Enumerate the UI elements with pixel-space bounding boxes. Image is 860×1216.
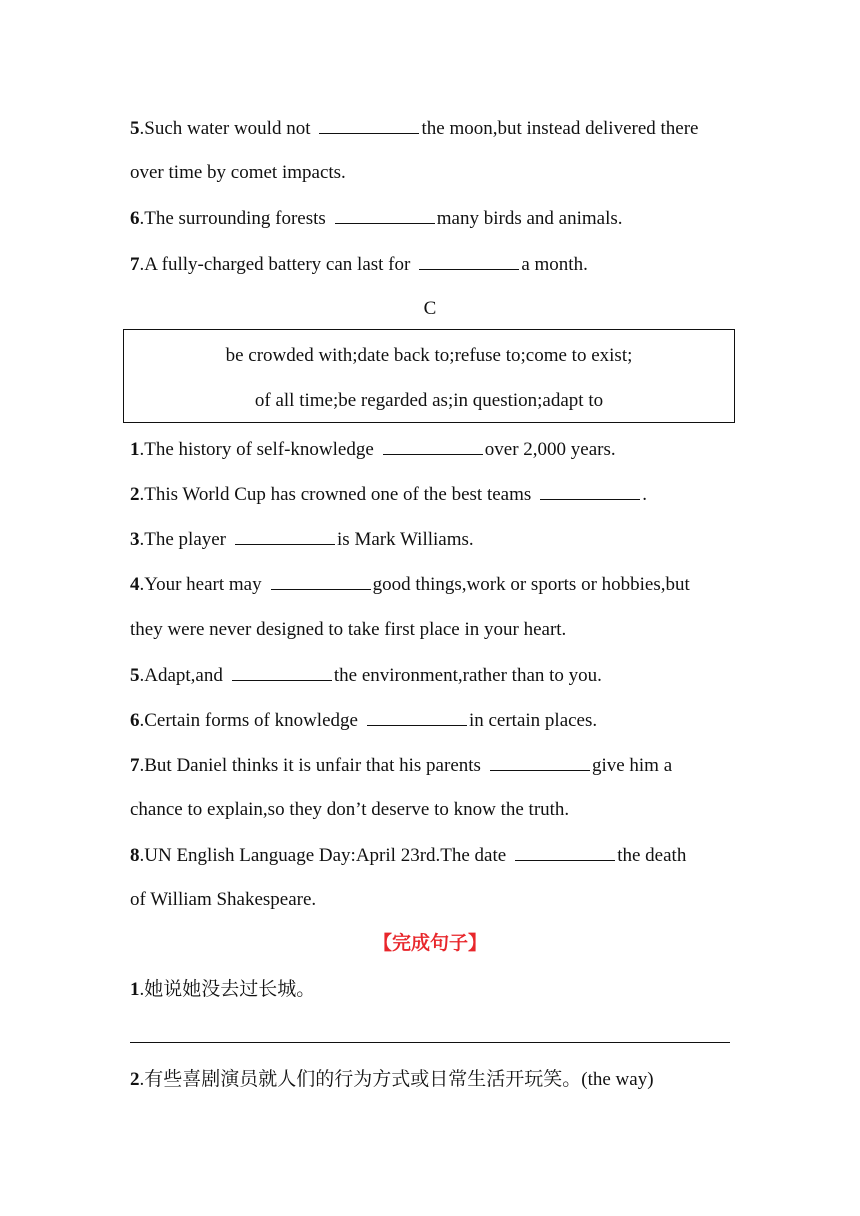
exercise-item-c7-continued: chance to explain,so they don’t deserve to know the truth. [130,799,570,820]
item-text: .Certain forms of knowledge [139,710,358,731]
exercise-item-c4 [130,572,690,597]
item-text: the moon,but instead delivered there [421,118,699,139]
translation-item-1 [130,978,315,1002]
item-text: the death [617,845,687,866]
item-text: over 2,000 years. [484,439,616,460]
item-number: 2 [130,484,140,505]
item-text: .The player [139,529,227,550]
exercise-item-c7 [130,753,672,778]
exercise-item-c8-continued: of William Shakespeare. [130,889,317,910]
exercise-item-c8 [130,843,686,868]
item-number: 1 [130,979,140,1000]
item-text: .This World Cup has crowned one of the best teams [139,484,532,505]
item-text: good things,work or sports or hobbies,but [372,574,690,595]
item-number: 7 [130,755,140,776]
item-number: 4 [130,574,140,595]
item-number: 6 [130,710,140,731]
answer-blank[interactable] [515,843,615,861]
word-bank-line: be crowded with;date back to;refuse to;come to exist; [225,345,633,366]
word-bank-box [123,329,735,423]
answer-blank[interactable] [540,482,640,500]
item-text: .Adapt,and [139,665,223,686]
item-text: many birds and animals. [436,208,623,229]
exercise-item-b6 [130,206,623,231]
item-text: .Your heart may [139,574,262,595]
section-c-label: C [423,298,437,319]
item-text: .A fully-charged battery can last for [139,254,411,275]
item-text: .But Daniel thinks it is unfair that his parents [139,755,481,776]
exercise-item-b7 [130,252,588,277]
exercise-item-c4-continued: they were never designed to take first place in your heart. [130,619,567,640]
item-number: 8 [130,845,140,866]
item-number: 3 [130,529,140,550]
item-text: .她说她没去过长城。 [139,979,316,1000]
item-text: . [642,484,648,505]
item-number: 1 [130,439,140,460]
exercise-item-c6 [130,708,597,733]
word-bank-line: of all time;be regarded as;in question;adapt to [254,390,604,411]
item-text: .Such water would not [139,118,311,139]
item-text: in certain places. [468,710,598,731]
item-text: give him a [591,755,673,776]
item-number: 2 [130,1069,140,1090]
answer-blank[interactable] [271,572,371,590]
item-text: .有些喜剧演员就人们的行为方式或日常生活开玩笑。(the way) [139,1069,654,1090]
answer-blank[interactable] [335,206,435,224]
item-text: a month. [521,254,588,275]
item-text: .The history of self-knowledge [139,439,374,460]
exercise-item-c2 [130,482,647,507]
section-heading: 【完成句子】 [372,932,487,954]
exercise-item-b5-continued: over time by comet impacts. [130,162,346,183]
item-text: .The surrounding forests [139,208,326,229]
item-text: is Mark Williams. [337,529,474,550]
item-number: 6 [130,208,140,229]
exercise-item-c5 [130,663,602,688]
exercise-item-c3 [130,527,474,552]
answer-blank[interactable] [235,527,335,545]
exercise-item-b5 [130,116,698,141]
answer-blank[interactable] [232,663,332,681]
answer-blank[interactable] [383,437,483,455]
item-number: 5 [130,118,140,139]
item-number: 7 [130,254,140,275]
answer-blank[interactable] [367,708,467,726]
exercise-item-c1 [130,437,616,462]
item-text: .UN English Language Day:April 23rd.The date [139,845,507,866]
answer-blank[interactable] [490,753,590,771]
translation-item-2 [130,1068,654,1092]
item-number: 5 [130,665,140,686]
answer-blank[interactable] [319,116,419,134]
item-text: the environment,rather than to you. [333,665,602,686]
answer-line[interactable] [130,1042,730,1043]
answer-blank[interactable] [419,252,519,270]
